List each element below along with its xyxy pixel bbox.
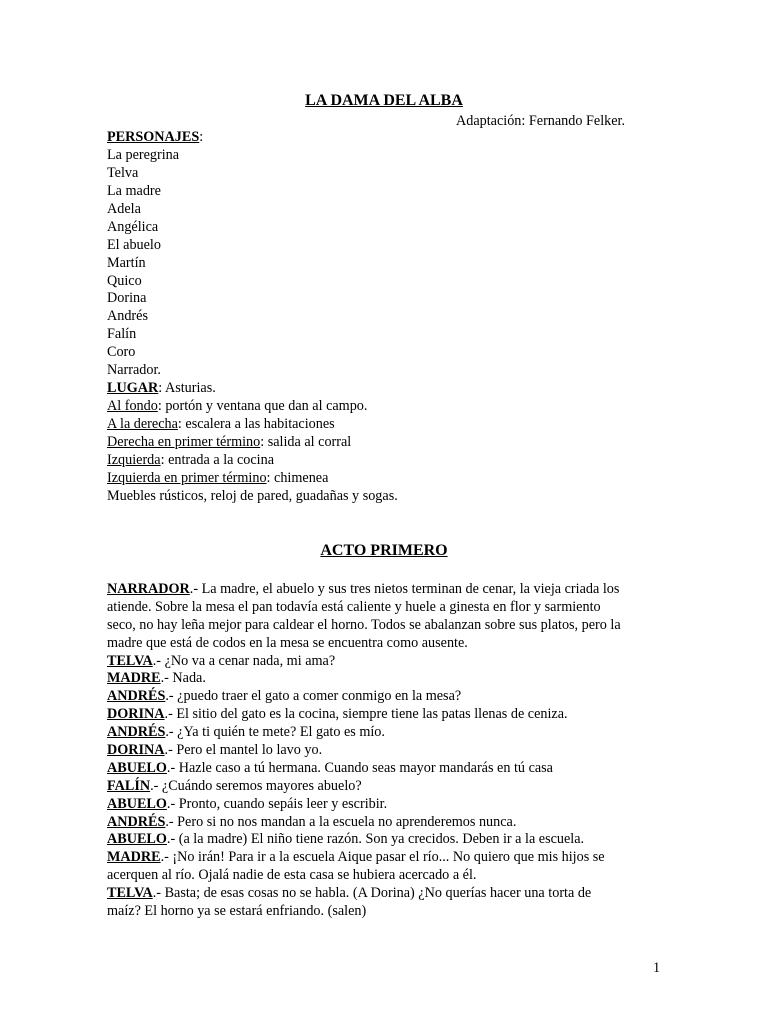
setting-item	[107, 452, 667, 470]
dialogue-text: .- Pronto, cuando sepáis leer y escribir.	[166, 795, 388, 812]
dialogue-line	[107, 688, 667, 706]
lugar-value: : Asturias.	[158, 380, 216, 397]
character-item: Andrés	[107, 308, 148, 325]
dialogue-line	[107, 831, 667, 849]
dialogue-text: madre que está de codos en la mesa se encuentra como ausente.	[107, 634, 468, 651]
dialogue-text: .- ¿Ya ti quién te mete? El gato es mío.	[165, 724, 385, 741]
speaker-name: TELVA	[107, 652, 153, 669]
setting-item-value: : chimenea	[266, 469, 329, 486]
dialogue-text: .- Hazle caso a tú hermana. Cuando seas mayor mandarás en tú casa	[166, 759, 553, 776]
page-number: 1	[653, 960, 661, 976]
document-title: LA DAMA DEL ALBA	[305, 92, 463, 109]
dialogue-text: .- El sitio del gato es la cocina, siempre tiene las patas llenas de ceniza.	[164, 706, 568, 723]
dialogue-line	[107, 778, 667, 796]
dialogue-line	[107, 903, 667, 921]
dialogue-line	[107, 885, 667, 903]
character-item: Falín	[107, 326, 137, 343]
dialogue-text: .- La madre, el abuelo y sus tres nietos terminan de cenar, la vieja criada los	[189, 581, 620, 597]
dialogue-section	[107, 581, 667, 921]
lugar-label: LUGAR	[107, 380, 159, 397]
setting-item-value: : escalera a las habitaciones	[177, 416, 335, 432]
dialogue-text: .- Basta; de esas cosas no se habla. (A Dorina) ¿No querías hacer una torta de	[152, 885, 592, 902]
dialogue-line	[107, 617, 667, 635]
speaker-name: ABUELO	[107, 831, 167, 848]
setting-item	[107, 434, 667, 452]
dialogue-line	[107, 581, 667, 599]
speaker-name: MADRE	[107, 849, 161, 866]
dialogue-text: .- Nada.	[160, 670, 206, 687]
dialogue-text: atiende. Sobre la mesa el pan todavía está caliente y huele a ginesta en flor y sarmiento	[107, 598, 601, 615]
speaker-name: ANDRÉS	[107, 813, 166, 830]
speaker-name: MADRE	[107, 670, 161, 687]
character-item: Narrador.	[107, 362, 161, 379]
dialogue-line	[107, 670, 667, 688]
speaker-name: NARRADOR	[107, 581, 190, 597]
dialogue-text: acerquen al río. Ojalá nadie de esta casa se hubiera acercado a él.	[107, 867, 477, 884]
character-item: La peregrina	[107, 146, 180, 163]
dialogue-line	[107, 706, 667, 724]
dialogue-line	[107, 867, 667, 885]
dialogue-text: seco, no hay leña mejor para caldear el horno. Todos se abalanzan sobre sus platos, pero la	[107, 616, 621, 633]
character-item: Adela	[107, 200, 141, 217]
dialogue-line	[107, 849, 667, 867]
setting-item-label: Izquierda en primer término	[107, 469, 267, 486]
setting-lugar-line	[107, 380, 667, 398]
character-item: Martín	[107, 254, 146, 271]
character-item: Quico	[107, 272, 142, 289]
speaker-name: ANDRÉS	[107, 688, 166, 705]
dialogue-text: .- (a la madre) El niño tiene razón. Son ya crecidos. Deben ir a la escuela.	[166, 831, 585, 848]
speaker-name: DORINA	[107, 706, 165, 723]
dialogue-text: .- Pero el mantel lo lavo yo.	[164, 742, 323, 759]
setting-item-label: A la derecha	[107, 416, 178, 432]
setting-item-value: : entrada a la cocina	[160, 451, 275, 468]
dialogue-line	[107, 653, 667, 671]
dialogue-line	[107, 796, 667, 814]
speaker-name: TELVA	[107, 885, 153, 902]
character-item: El abuelo	[107, 236, 161, 253]
setting-item	[107, 416, 667, 434]
dialogue-line	[107, 742, 667, 760]
adaptation-credit: Adaptación: Fernando Felker.	[456, 113, 626, 129]
setting-item	[107, 470, 667, 488]
character-item: Coro	[107, 344, 136, 361]
setting-item-label: Derecha en primer término	[107, 433, 261, 450]
characters-heading-colon: :	[199, 129, 204, 145]
dialogue-text: .- Pero si no nos mandan a la escuela no aprenderemos nunca.	[165, 813, 517, 830]
setting-furniture: Muebles rústicos, reloj de pared, guadañas y sogas.	[107, 487, 398, 504]
character-item: La madre	[107, 182, 161, 199]
characters-section	[107, 129, 667, 506]
dialogue-text: .- ¡No irán! Para ir a la escuela Aique pasar el río... No quiero que mis hijos se	[160, 849, 605, 866]
characters-heading-line	[107, 129, 667, 147]
character-item: Telva	[107, 164, 139, 181]
character-item: Dorina	[107, 290, 147, 307]
characters-heading: PERSONAJES	[107, 129, 200, 145]
speaker-name: ABUELO	[107, 795, 167, 812]
character-item: Angélica	[107, 218, 159, 235]
dialogue-line	[107, 814, 667, 832]
setting-item	[107, 398, 667, 416]
dialogue-text: .- ¿No va a cenar nada, mi ama?	[152, 652, 336, 669]
dialogue-line	[107, 635, 667, 653]
speaker-name: DORINA	[107, 742, 165, 759]
dialogue-text: .- ¿Cuándo seremos mayores abuelo?	[150, 777, 362, 794]
act-title: ACTO PRIMERO	[320, 542, 448, 559]
setting-item-label: Izquierda	[107, 451, 161, 468]
speaker-name: FALÍN	[107, 777, 151, 794]
setting-item-value: : portón y ventana que dan al campo.	[157, 398, 368, 415]
dialogue-line	[107, 760, 667, 778]
dialogue-line	[107, 724, 667, 742]
dialogue-text: .- ¿puedo traer el gato a comer conmigo en la mesa?	[165, 688, 462, 705]
speaker-name: ABUELO	[107, 759, 167, 776]
dialogue-line	[107, 599, 667, 617]
setting-item-label: Al fondo	[107, 398, 158, 415]
speaker-name: ANDRÉS	[107, 724, 166, 741]
dialogue-text: maíz? El horno ya se estará enfriando. (salen)	[107, 903, 367, 920]
setting-item-value: : salida al corral	[260, 433, 352, 450]
